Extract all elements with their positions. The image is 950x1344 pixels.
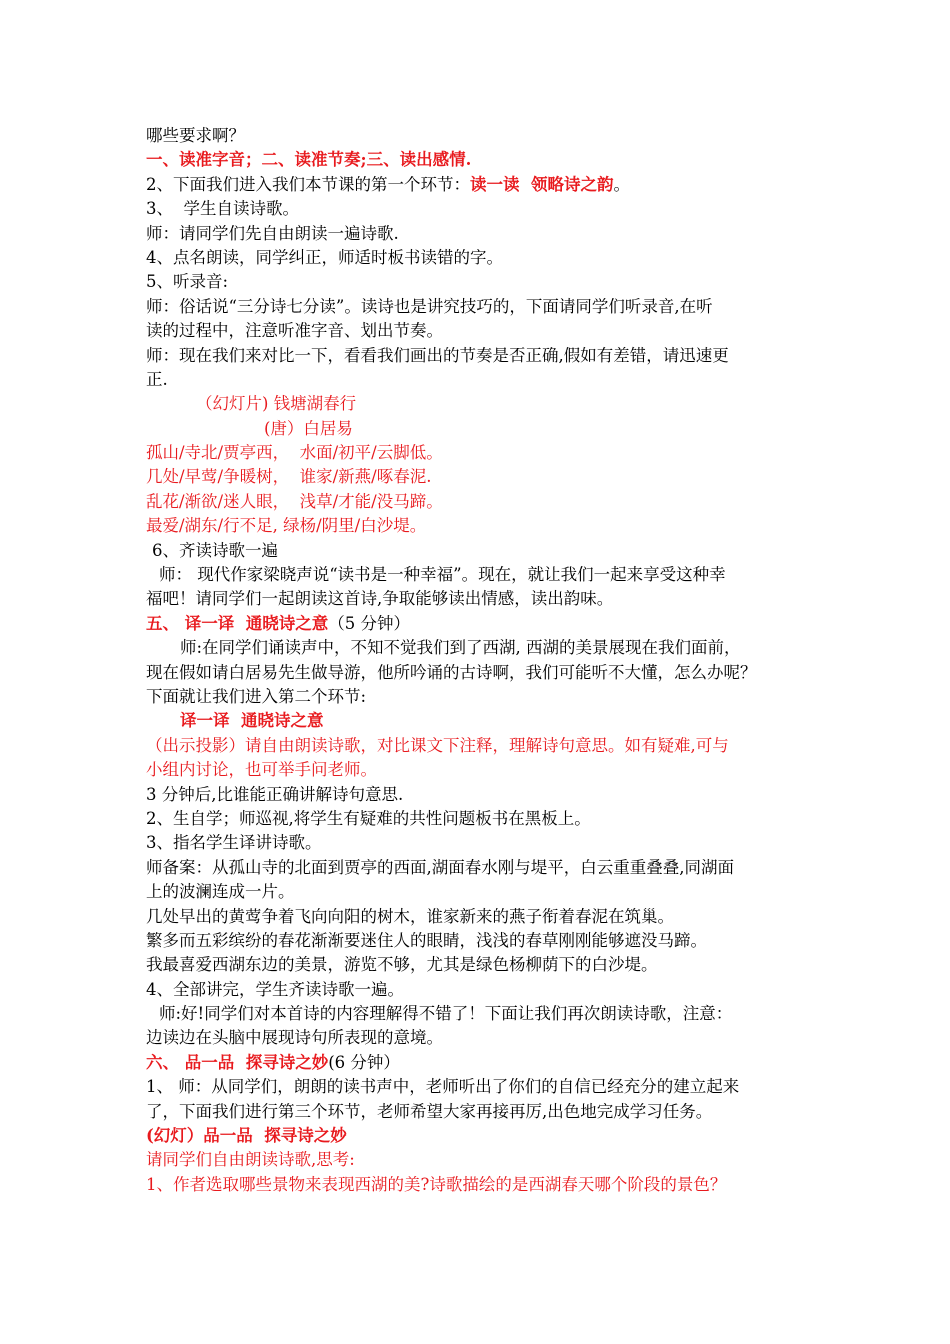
projection-instruction: （出示投影）请自由朗读诗歌，对比课文下注释，理解诗句意思。如有疑难,可与 bbox=[146, 735, 729, 755]
text-line: 师：现在我们来对比一下，看看我们画出的节奏是否正确,假如有差错，请迅速更 bbox=[146, 345, 729, 365]
text-line: 3、指名学生译讲诗歌。 bbox=[146, 833, 322, 853]
text-line: 4、全部讲完，学生齐读诗歌一遍。 bbox=[146, 979, 404, 999]
projection-instruction: 小组内讨论，也可举手问老师。 bbox=[146, 760, 377, 780]
text-line: 师:好!同学们对本首诗的内容理解得不错了！下面让我们再次朗读诗歌，注意： bbox=[159, 1004, 733, 1024]
text-line: 福吧！请同学们一起朗读这首诗,争取能够读出情感，读出韵味。 bbox=[146, 589, 614, 609]
text-line: 几处早出的黄莺争着飞向向阳的树木，谁家新来的燕子衔着春泥在筑巢。 bbox=[146, 906, 674, 926]
text-line: 繁多而五彩缤纷的春花渐渐要迷住人的眼睛，浅浅的春草刚刚能够遮没马蹄。 bbox=[146, 930, 707, 950]
text-line: 师:在同学们诵读声中，不知不觉我们到了西湖, 西湖的美景展现在我们面前， bbox=[180, 638, 741, 658]
text-line: 下面就让我们进入第二个环节: bbox=[146, 686, 367, 706]
text-line: 现在假如请白居易先生做导游，他所吟诵的古诗啊，我们可能听不大懂，怎么办呢？ bbox=[146, 662, 757, 682]
text-line: 3、 学生自读诗歌。 bbox=[146, 199, 299, 219]
poem-title: （幻灯片) 钱塘湖春行 bbox=[196, 394, 357, 414]
section-duration: （5 分钟） bbox=[328, 613, 410, 633]
section-heading-label: 六、 品一品 探寻诗之妙 bbox=[146, 1052, 329, 1072]
slide-instruction: 请同学们自由朗读诗歌,思考: bbox=[146, 1150, 355, 1170]
poem-line: 几处/早莺/争暖树， 谁家/新燕/啄春泥. bbox=[146, 467, 432, 487]
document-body bbox=[146, 124, 846, 1197]
poem-line: 乱花/渐欲/迷人眼， 浅草/才能/没马蹄。 bbox=[146, 491, 443, 511]
poem-author: (唐）白居易 bbox=[264, 418, 353, 438]
text-line bbox=[146, 173, 846, 197]
text-line: 我最喜爱西湖东边的美景，游览不够，尤其是绿色杨柳荫下的白沙堤。 bbox=[146, 955, 658, 975]
text-segment: 。 bbox=[613, 174, 630, 194]
poem-line: 最爱/湖东/行不足, 绿杨/阴里/白沙堤。 bbox=[146, 516, 427, 536]
text-line: 上的波澜连成一片。 bbox=[146, 882, 295, 902]
text-line: 师： 现代作家梁晓声说“读书是一种幸福”。现在，就让我们一起来享受这种幸 bbox=[159, 565, 726, 585]
text-line: 2、生自学；师巡视,将学生有疑难的共性问题板书在黑板上。 bbox=[146, 808, 591, 828]
text-line: 5、听录音: bbox=[146, 272, 229, 292]
text-line: 3 分钟后,比谁能正确讲解诗句意思. bbox=[146, 784, 404, 804]
poem-line: 孤山/寺北/贾亭西， 水面/初平/云脚低。 bbox=[146, 443, 443, 463]
subheading-translate: 译一译 通晓诗之意 bbox=[180, 711, 324, 731]
text-line: 正. bbox=[146, 369, 168, 389]
slide-heading-appreciate: (幻灯）品一品 探寻诗之妙 bbox=[146, 1126, 347, 1146]
highlight-phase-read: 读一读 领略诗之韵 bbox=[470, 174, 614, 194]
section-heading-reading-requirements: 一、读准字音；二、读准节奏;三、读出感情. bbox=[146, 150, 472, 170]
text-line: 师备案：从孤山寺的北面到贾亭的西面,湖面春水刚与堤平，白云重重叠叠,同湖面 bbox=[146, 857, 734, 877]
text-line: 6、齐读诗歌一遍 bbox=[152, 540, 278, 560]
text-line: 师：俗话说“三分诗七分读”。读诗也是讲究技巧的，下面请同学们听录音,在听 bbox=[146, 296, 713, 316]
text-line: 师：请同学们先自由朗读一遍诗歌. bbox=[146, 223, 399, 243]
text-line: 边读边在头脑中展现诗句所表现的意境。 bbox=[146, 1028, 443, 1048]
text-line: 了，下面我们进行第三个环节，老师希望大家再接再厉,出色地完成学习任务。 bbox=[146, 1101, 713, 1121]
text-line: 读的过程中，注意听准字音、划出节奏。 bbox=[146, 321, 443, 341]
section-heading-appreciate bbox=[146, 1051, 846, 1075]
section-heading-translate bbox=[146, 612, 846, 636]
section-heading-label: 五、 译一译 通晓诗之意 bbox=[146, 613, 329, 633]
section-duration: (6 分钟） bbox=[328, 1052, 400, 1072]
text-line: 哪些要求啊？ bbox=[146, 126, 245, 145]
slide-question: 1、作者选取哪些景物来表现西湖的美?诗歌描绘的是西湖春天哪个阶段的景色？ bbox=[146, 1174, 727, 1194]
text-segment: 2、下面我们进入我们本节课的第一个环节： bbox=[146, 174, 470, 194]
text-line: 4、点名朗读，同学纠正，师适时板书读错的字。 bbox=[146, 247, 503, 267]
text-line: 1、 师：从同学们，朗朗的读书声中，老师听出了你们的自信已经充分的建立起来 bbox=[146, 1077, 740, 1097]
